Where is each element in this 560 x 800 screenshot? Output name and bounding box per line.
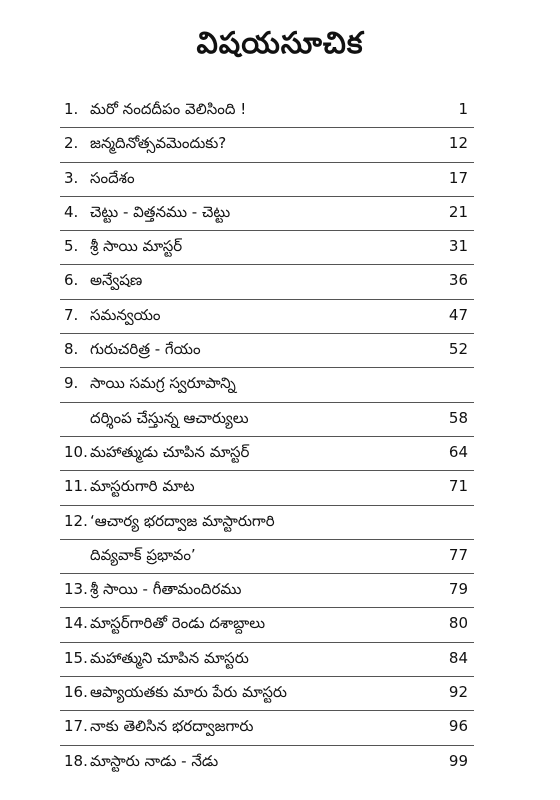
entry-page-number: 71 [448, 477, 468, 496]
entry-number: 17. [64, 717, 88, 736]
toc-entry [60, 506, 474, 575]
entry-title: సమన్వయం [90, 305, 161, 324]
entry-page-number: 1 [458, 100, 468, 118]
entry-number: 7. [64, 305, 79, 324]
entry-title: మాస్టరుగారి మాట [90, 477, 195, 496]
entry-number: 3. [64, 168, 79, 187]
entry-title: మాస్టర్‌గారితో రెండు దశాబ్దాలు [90, 614, 266, 633]
entry-page-number: 80 [448, 614, 468, 633]
entry-title: అన్వేషణ [90, 271, 143, 290]
toc-entry [60, 677, 474, 711]
toc-entry [60, 574, 474, 608]
toc-entry [60, 231, 474, 265]
entry-page-number: 52 [448, 340, 468, 359]
entry-number: 12. [64, 511, 88, 530]
toc-line [60, 711, 474, 745]
toc-line [60, 471, 474, 505]
entry-page-number: 21 [448, 202, 468, 221]
entry-number: 18. [64, 751, 88, 770]
entry-number: 1. [64, 100, 79, 118]
entry-title: మహాత్ముడు చూపిన మాస్టర్ [90, 442, 250, 461]
entry-number: 2. [64, 134, 79, 153]
entry-title: మహాత్ముని చూపిన మాస్టరు [90, 648, 249, 667]
entry-page-number: 47 [448, 305, 468, 324]
toc-line [60, 300, 474, 334]
entry-page-number: 77 [448, 545, 468, 564]
toc-line [60, 368, 474, 402]
entry-title: సందేశం [90, 168, 135, 187]
entry-title: ఆప్యాయతకు మారు పేరు మాస్టరు [90, 683, 287, 702]
toc-entry [60, 300, 474, 334]
toc-line [60, 574, 474, 608]
toc-line [60, 265, 474, 299]
toc-line [60, 643, 474, 677]
entry-number: 13. [64, 580, 88, 599]
toc-line [60, 94, 474, 128]
entry-title: సాయి సమగ్ర స్వరూపాన్ని [90, 374, 236, 393]
entry-number: 10. [64, 442, 88, 461]
toc-entry [60, 197, 474, 231]
entry-number: 9. [64, 374, 79, 393]
toc-line [60, 746, 474, 780]
entry-page-number: 96 [448, 717, 468, 736]
toc-line [60, 128, 474, 162]
toc-line [60, 540, 474, 574]
entry-page-number: 99 [448, 751, 468, 770]
toc-line [60, 403, 474, 437]
entry-title: శ్రీ సాయి - గీతామందిరము [90, 580, 242, 599]
entry-page-number: 79 [448, 580, 468, 599]
toc-line [60, 163, 474, 197]
toc-line [60, 197, 474, 231]
entry-title: మాస్టారు నాడు - నేడు [90, 751, 219, 770]
entry-number: 5. [64, 237, 79, 256]
entry-title: శ్రీ సాయి మాస్టర్ [90, 237, 183, 256]
toc-line [60, 437, 474, 471]
entry-page-number: 84 [448, 648, 468, 667]
entry-number: 8. [64, 340, 79, 359]
entry-page-number: 58 [448, 408, 468, 427]
toc-entry [60, 265, 474, 299]
entry-title: నాకు తెలిసిన భరద్వాజగారు [90, 717, 254, 736]
entry-title: దర్శింప చేస్తున్న ఆచార్యులు [90, 408, 249, 427]
toc-entry [60, 94, 474, 128]
toc-entry [60, 334, 474, 368]
toc-line [60, 231, 474, 265]
toc-entry [60, 368, 474, 437]
entry-number: 14. [64, 614, 88, 633]
toc-entry [60, 163, 474, 197]
toc-entry [60, 711, 474, 745]
entry-page-number: 12 [448, 134, 468, 153]
entry-number: 11. [64, 477, 88, 496]
entry-title: దివ్యవాక్ ప్రభావం’ [90, 545, 196, 564]
toc-line [60, 677, 474, 711]
toc-entry [60, 471, 474, 505]
toc-line [60, 506, 474, 540]
entry-title: ‘ఆచార్య భరద్వాజ మాస్టారుగారి [90, 511, 275, 530]
toc-line [60, 334, 474, 368]
entry-page-number: 17 [448, 168, 468, 187]
toc-entry [60, 128, 474, 162]
entry-number: 4. [64, 202, 79, 221]
table-of-contents [60, 94, 474, 780]
entry-title: మరో నందదీపం వెలిసింది ! [90, 100, 247, 118]
page-title: విషయసూచిక [196, 26, 364, 61]
entry-number: 15. [64, 648, 88, 667]
entry-title: చెట్టు - విత్తనము - చెట్టు [90, 202, 231, 221]
entry-title: జన్మదినోత్సవమెందుకు? [90, 134, 227, 153]
entry-page-number: 36 [448, 271, 468, 290]
entry-number: 16. [64, 683, 88, 702]
toc-entry [60, 608, 474, 642]
entry-page-number: 31 [448, 237, 468, 256]
toc-entry [60, 437, 474, 471]
entry-number: 6. [64, 271, 79, 290]
entry-page-number: 92 [448, 683, 468, 702]
toc-entry [60, 643, 474, 677]
toc-entry [60, 746, 474, 780]
entry-page-number: 64 [448, 442, 468, 461]
entry-title: గురుచరిత్ర - గేయం [90, 340, 201, 359]
toc-line [60, 608, 474, 642]
